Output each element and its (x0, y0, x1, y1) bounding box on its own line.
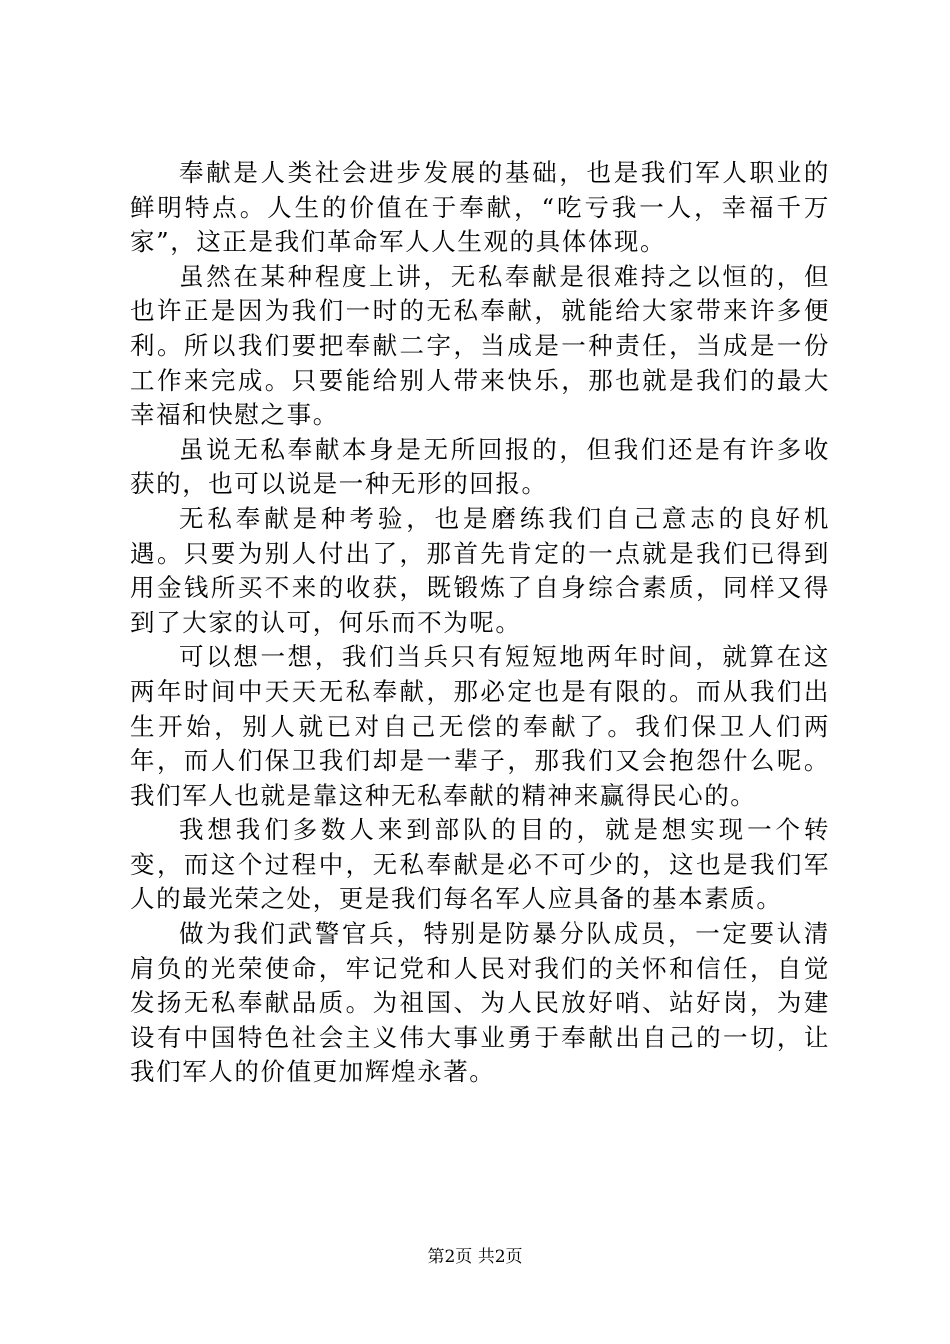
page-footer: 第2页 共2页 (427, 1247, 523, 1267)
document-body (130, 156, 830, 1090)
paragraph: 我想我们多数人来到部队的目的，就是想实现一个转变，而这个过程中，无私奉献是必不可少的，这也是我们军人的最光荣之处，更是我们每名军人应具备的基本素质。 (130, 815, 830, 914)
paragraph: 奉献是人类社会进步发展的基础，也是我们军人职业的鲜明特点。人生的价值在于奉献，“吃亏我一人，幸福千万家”，这正是我们革命军人人生观的具体体现。 (130, 158, 830, 257)
paragraph: 虽说无私奉献本身是无所回报的，但我们还是有许多收获的，也可以说是一种无形的回报。 (130, 434, 830, 499)
paragraph: 虽然在某种程度上讲，无私奉献是很难持之以恒的，但也许正是因为我们一时的无私奉献，就能给大家带来许多便利。所以我们要把奉献二字，当成是一种责任，当成是一份工作来完成。只要能给别人带来快乐，那也就是我们的最大幸福和快慰之事。 (130, 261, 830, 430)
paragraph: 可以想一想，我们当兵只有短短地两年时间，就算在这两年时间中天天无私奉献，那必定也是有限的。而从我们出生开始，别人就已对自己无偿的奉献了。我们保卫人们两年，而人们保卫我们却是一辈子，那我们又会抱怨什么呢。我们军人也就是靠这种无私奉献的精神来赢得民心的。 (130, 642, 830, 810)
paragraph: 无私奉献是种考验，也是磨练我们自己意志的良好机遇。只要为别人付出了，那首先肯定的一点就是我们已得到用金钱所买不来的收获，既锻炼了自身综合素质，同样又得到了大家的认可，何乐而不为呢。 (130, 503, 830, 637)
paragraph: 做为我们武警官兵，特别是防暴分队成员，一定要认清肩负的光荣使命，牢记党和人民对我们的关怀和信任，自觉发扬无私奉献品质。为祖国、为人民放好哨、站好岗，为建设有中国特色社会主义伟大事业勇于奉献出自己的一切，让我们军人的价值更加辉煌永著。 (130, 919, 830, 1087)
